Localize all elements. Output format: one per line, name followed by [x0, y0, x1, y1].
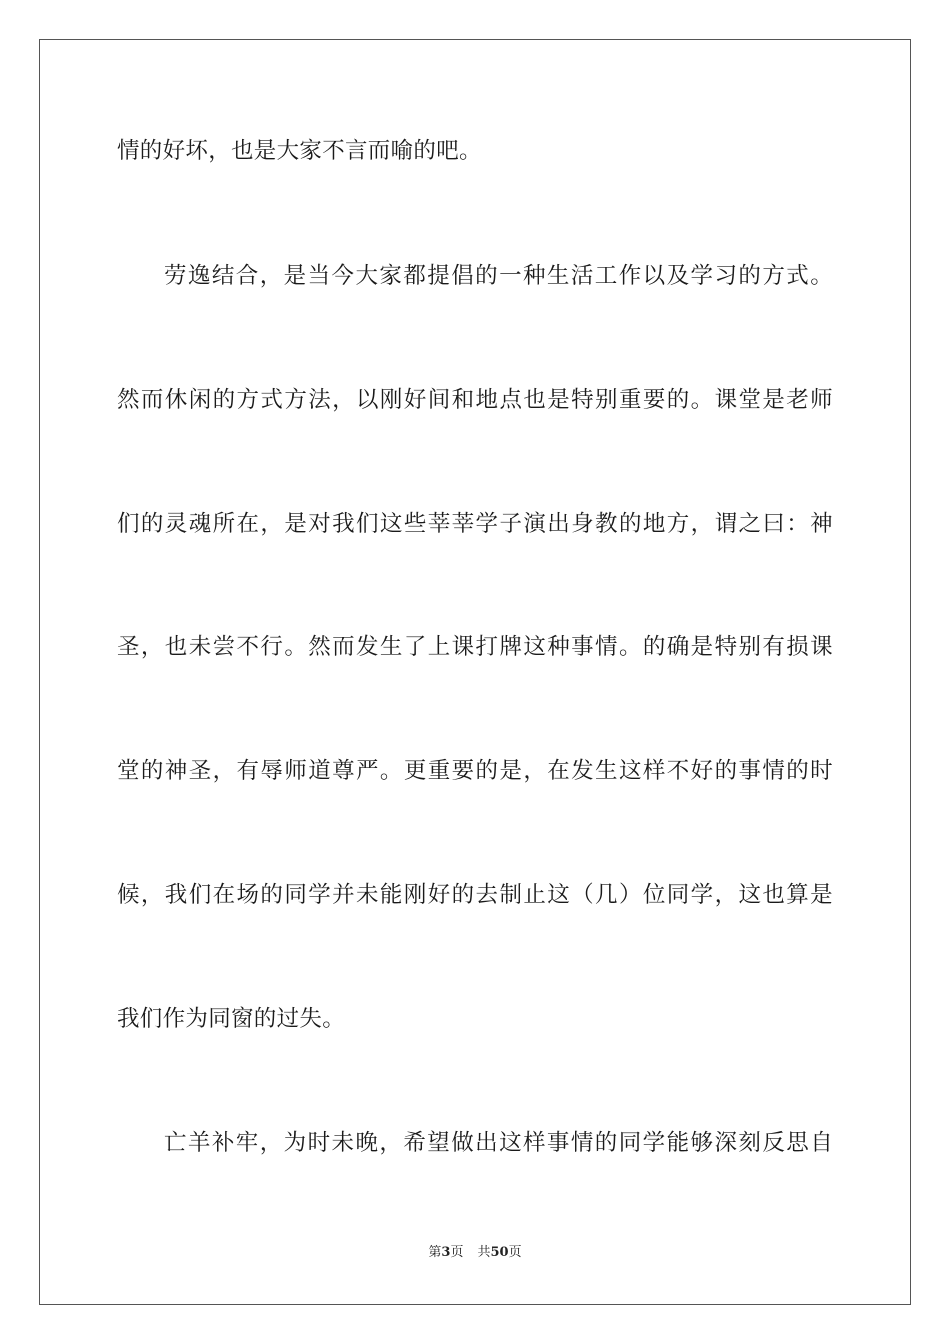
text-line-5: 圣，也未尝不行。然而发生了上课打牌这种事情。的确是特别有损课: [117, 634, 833, 660]
text-line-4: 们的灵魂所在，是对我们这些莘莘学子演出身教的地方，谓之曰：神: [117, 511, 833, 537]
total-prefix: 共: [477, 1245, 491, 1260]
page-footer: [0, 1244, 950, 1262]
page-suffix: 页: [450, 1245, 464, 1260]
total-pages: 50: [490, 1245, 509, 1260]
text-line-6: 堂的神圣，有辱师道尊严。更重要的是，在发生这样不好的事情的时: [117, 758, 833, 784]
total-suffix: 页: [508, 1245, 522, 1260]
page-prefix: 第: [428, 1245, 442, 1260]
text-line-8: 我们作为同窗的过失。: [117, 1006, 346, 1032]
page-border: [39, 39, 911, 1305]
text-line-7: 候，我们在场的同学并未能刚好的去制止这（几）位同学，这也算是: [117, 882, 833, 908]
page-number: 3: [441, 1245, 451, 1260]
text-line-1: 情的好坏，也是大家不言而喻的吧。: [117, 138, 482, 164]
text-line-9: 亡羊补牢，为时未晚，希望做出这样事情的同学能够深刻反思自: [164, 1130, 833, 1156]
text-line-3: 然而休闲的方式方法，以刚好间和地点也是特别重要的。课堂是老师: [117, 387, 833, 413]
text-line-2: 劳逸结合，是当今大家都提倡的一种生活工作以及学习的方式。: [164, 263, 833, 289]
